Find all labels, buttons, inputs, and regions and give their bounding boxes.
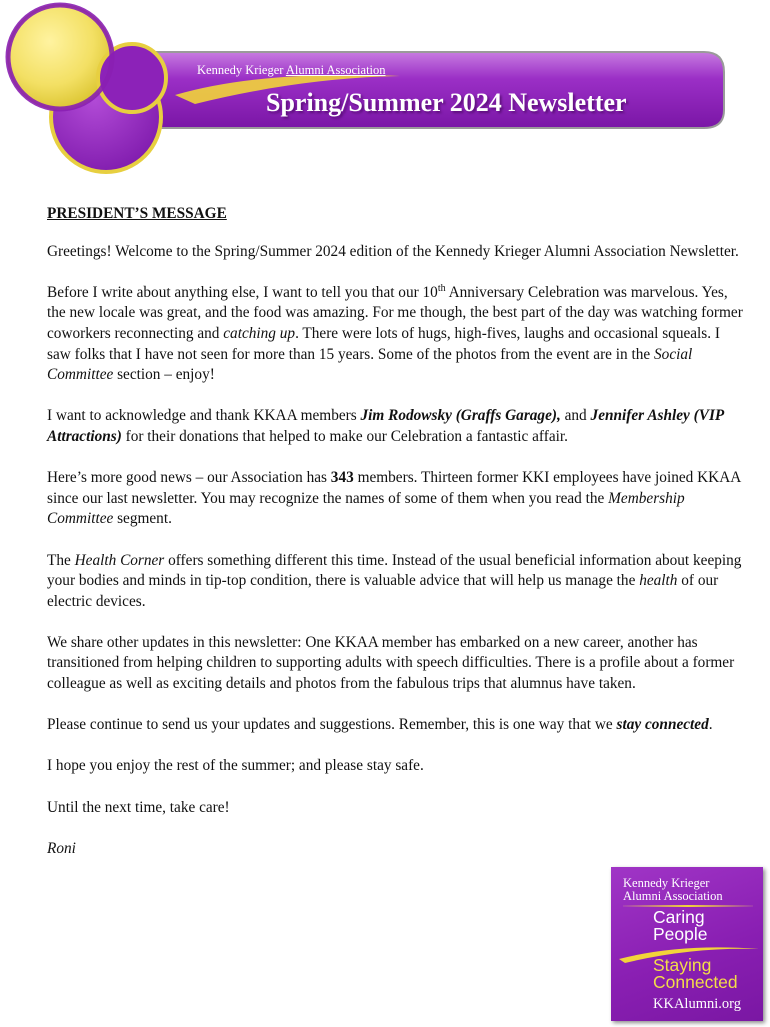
newsletter-title: Spring/Summer 2024 Newsletter — [266, 88, 627, 117]
paragraph-thanks: I want to acknowledge and thank KKAA members Jim Rodowsky (Graffs Garage), and Jennifer Ashley (VIP Attractions) for their donations that helped to make our Celebration a fantastic affair. — [47, 407, 724, 445]
presidents-message — [47, 204, 747, 880]
paragraph-health-corner: The Health Corner offers something different this time. Instead of the usual beneficial information about keeping your bodies and minds in tip-top condition, there is valuable advice that will help us manage the health of our electric devices. — [47, 551, 742, 610]
newsletter-banner — [0, 0, 770, 175]
org-name-prefix: Kennedy Krieger — [197, 63, 286, 77]
paragraph-stay-connected: Please continue to send us your updates and suggestions. Remember, this is one way that we stay connected. — [47, 716, 713, 734]
signature: Roni — [47, 839, 76, 857]
paragraph-closing: Until the next time, take care! — [47, 798, 230, 816]
paragraph-celebration: Before I write about anything else, I want to tell you that our 10th Anniversary Celebration was marvelous. Yes, the new locale was great, and the food was amazing. For me though, the best part of the day was watching former coworkers reconnecting and catching up. There were lots of hugs, high-fives, laughs and occasional squeals. I saw folks that I have not seen for more than 15 years. Some of the photos from the event are in the Social Committee section – enjoy! — [47, 282, 743, 384]
paragraph-updates: We share other updates in this newsletter: One KKAA member has embarked on a new career, another has transitioned from helping children to supporting adults with speech difficulties. There is a profile about a former colleague as well as exciting details and photos from the fabulous trips that alumnus have taken. — [47, 633, 735, 693]
logo-website: KKAlumni.org — [653, 996, 741, 1012]
kkaa-logo — [611, 867, 763, 1021]
banner-org-name — [197, 63, 386, 78]
paragraph-stay-safe: I hope you enjoy the rest of the summer; and please stay safe. — [47, 757, 424, 775]
org-name-underlined: Alumni Association — [285, 63, 386, 77]
logo-org-name: Kennedy Krieger Alumni Association — [623, 876, 723, 903]
logo-caring-people: Caring People — [653, 907, 708, 944]
paragraph-greeting: Greetings! Welcome to the Spring/Summer 2024 edition of the Kennedy Krieger Alumni Association Newsletter. — [47, 242, 739, 260]
logo-staying-connected: Staying Connected — [653, 955, 738, 992]
section-heading: PRESIDENT’S MESSAGE — [47, 205, 227, 222]
paragraph-membership: Here’s more good news – our Association has 343 members. Thirteen former KKI employees have joined KKAA since our last newsletter. You may recognize the names of some of them when you read the Membership Committee segment. — [47, 469, 741, 528]
